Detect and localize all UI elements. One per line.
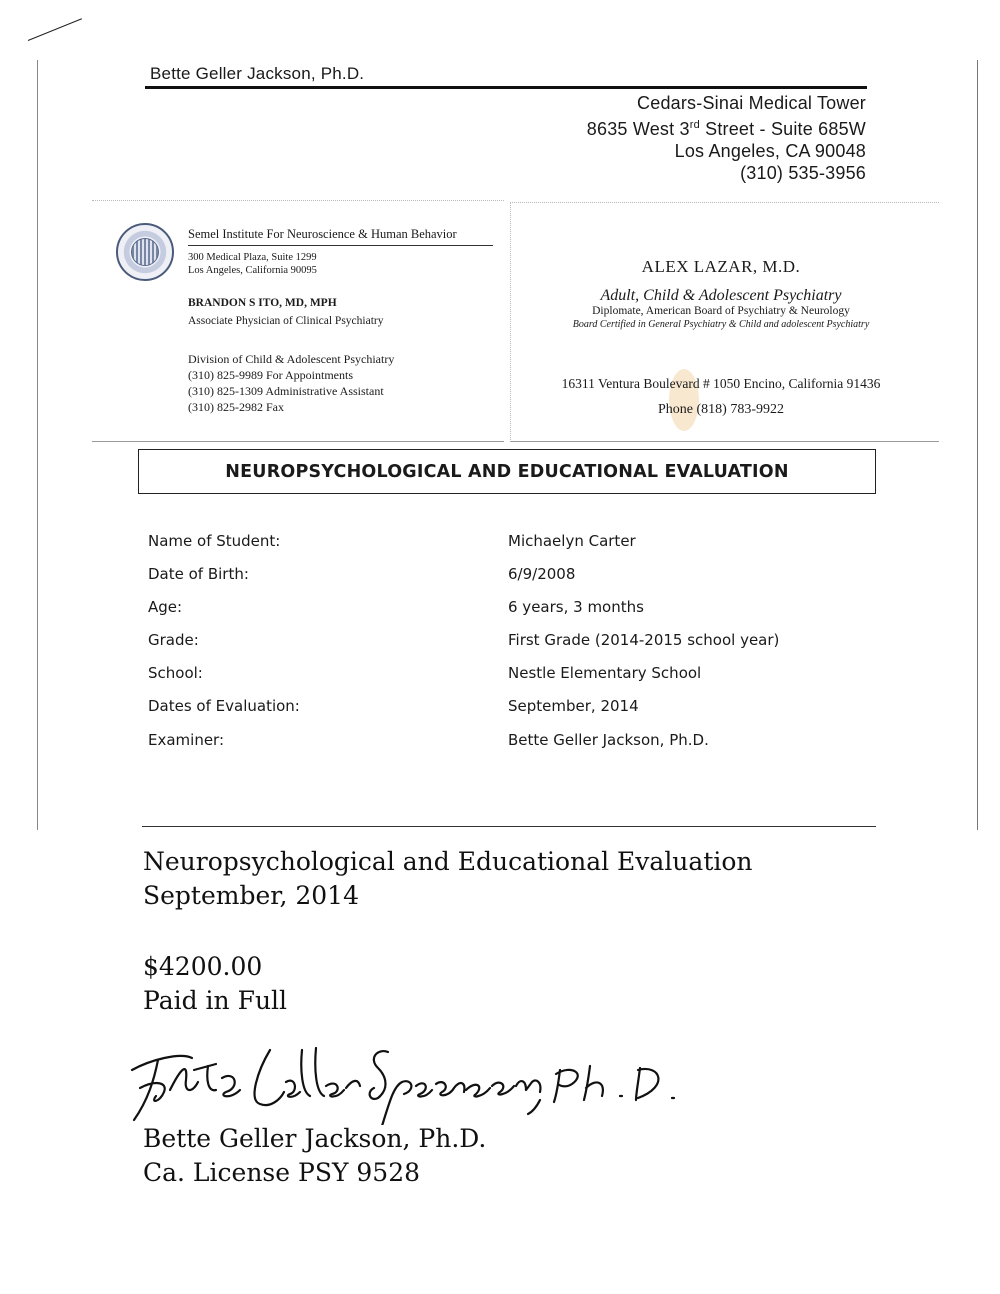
info-row-dob [148, 565, 868, 598]
info-value: First Grade (2014-2015 school year) [508, 631, 780, 649]
card-address: 300 Medical Plaza, Suite 1299 Los Angeles, California 90095 [188, 252, 317, 276]
info-row-student [148, 532, 868, 565]
card-rule [188, 245, 493, 246]
section-divider [142, 826, 876, 827]
letterhead-building: Cedars-Sinai Medical Tower [637, 93, 866, 113]
scan-right-edge [977, 60, 978, 830]
info-value: 6/9/2008 [508, 565, 576, 583]
letterhead-city: Los Angeles, CA 90048 [674, 141, 866, 161]
info-row-age [148, 598, 868, 631]
handwritten-signature-icon [120, 1030, 680, 1125]
scan-corner-mark [28, 18, 82, 41]
letterhead-address [587, 92, 866, 184]
business-card-ucla [92, 200, 504, 442]
receipt-service: Neuropsychological and Educational Evaluation [143, 847, 753, 876]
card-institute: Semel Institute For Neuroscience & Human Behavior [188, 227, 457, 241]
card-specialty: Adult, Child & Adolescent Psychiatry [600, 287, 842, 304]
receipt-payment-block [143, 950, 287, 1018]
card-doctor-name: ALEX LAZAR, M.D. [641, 257, 801, 276]
letterhead-street: 8635 West 3rd Street - Suite 685W [586, 119, 866, 139]
letterhead-phone: (310) 535-3956 [740, 163, 866, 183]
info-value: Bette Geller Jackson, Ph.D. [508, 731, 709, 749]
info-label: Name of Student: [148, 532, 281, 550]
card-office-address: 16311 Ventura Boulevard # 1050 Encino, California 91436 [561, 376, 881, 391]
receipt-amount: $4200.00 [143, 952, 263, 981]
letterhead-rule [145, 86, 867, 89]
info-value: Michaelyn Carter [508, 532, 636, 550]
info-row-dates [148, 697, 868, 730]
letterhead-name: Bette Geller Jackson, Ph.D. [150, 64, 365, 83]
info-row-grade [148, 631, 868, 664]
info-label: Date of Birth: [148, 565, 249, 583]
info-label: Grade: [148, 631, 199, 649]
info-row-school [148, 664, 868, 697]
card-phone: Phone (818) 783-9922 [658, 402, 784, 417]
business-card-lazar [510, 202, 939, 442]
receipt-license: Ca. License PSY 9528 [143, 1158, 421, 1187]
card-division-contacts: Division of Child & Adolescent Psychiatry (310) 825-9989 For Appointments (310) 825-1309 Administrative Assistant (310) 825-2982 Fax [188, 352, 395, 414]
info-label: Age: [148, 598, 183, 616]
receipt-signer-block [143, 1122, 486, 1190]
info-label: Dates of Evaluation: [148, 697, 300, 715]
receipt-signer: Bette Geller Jackson, Ph.D. [143, 1124, 487, 1153]
info-value: Nestle Elementary School [508, 664, 702, 682]
receipt-service-block [143, 845, 753, 913]
info-value: September, 2014 [508, 697, 639, 715]
university-seal-icon [116, 223, 174, 281]
info-value: 6 years, 3 months [508, 598, 644, 616]
report-title-box [138, 449, 876, 494]
info-label: Examiner: [148, 731, 225, 749]
scan-left-edge [37, 60, 38, 830]
report-title: NEUROPSYCHOLOGICAL AND EDUCATIONAL EVALUATION [225, 461, 789, 482]
card-board-certified: Board Certified in General Psychiatry & Child and adolescent Psychiatry [572, 319, 870, 330]
card-physician-name: BRANDON S ITO, MD, MPH [188, 297, 337, 309]
info-row-examiner [148, 731, 868, 764]
card-physician-title: Associate Physician of Clinical Psychiatry [188, 315, 384, 327]
receipt-status: Paid in Full [143, 986, 288, 1015]
card-diplomate: Diplomate, American Board of Psychiatry & Neurology [592, 305, 850, 317]
receipt-date: September, 2014 [143, 881, 359, 910]
info-label: School: [148, 664, 203, 682]
